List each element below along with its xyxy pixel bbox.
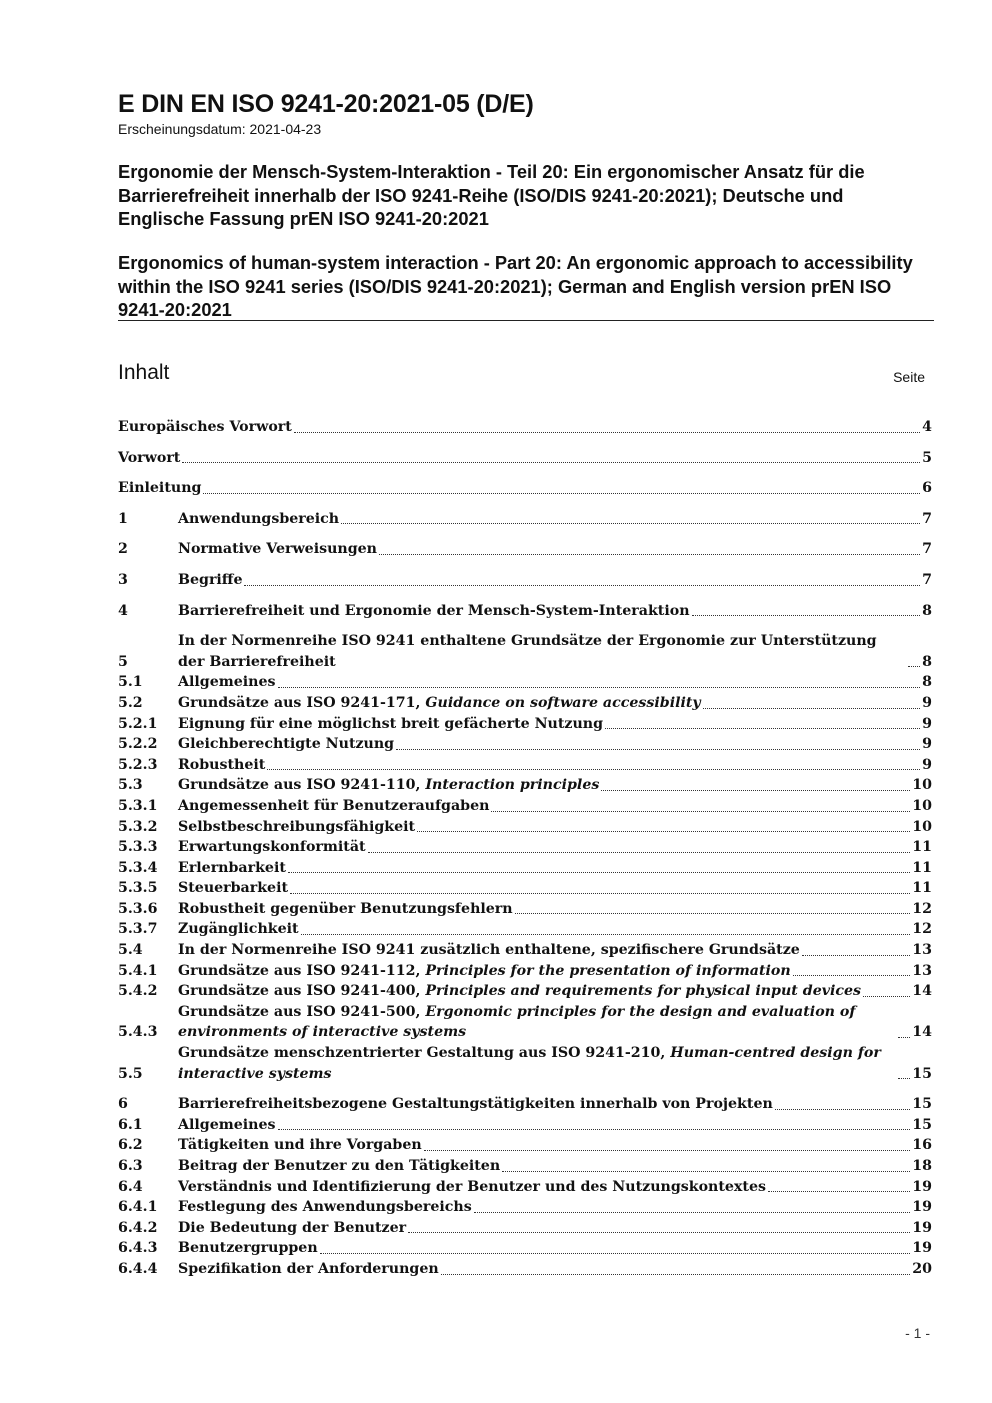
- toc-entry[interactable]: [118, 1002, 932, 1043]
- toc-entry-page: 7: [922, 541, 932, 558]
- toc-entry-title-text: Erlernbarkeit: [178, 859, 286, 876]
- toc-entry-number: 5.2.1: [118, 715, 158, 732]
- toc-entry-page: 9: [922, 694, 932, 711]
- toc-entry[interactable]: [118, 714, 932, 735]
- toc-entry[interactable]: [118, 775, 932, 796]
- toc-entry-title: [178, 672, 276, 693]
- toc-entry-title-text: Tätigkeiten und ihre Vorgaben: [178, 1137, 422, 1154]
- toc-entry[interactable]: [118, 858, 932, 879]
- toc-entry-title-text: Grundsätze aus ISO 9241-171,: [178, 694, 426, 711]
- toc-entry[interactable]: [118, 734, 932, 755]
- document-code: E DIN EN ISO 9241-20:2021-05 (D/E): [118, 90, 534, 118]
- toc-entry-number: 5: [118, 653, 128, 670]
- toc-entry[interactable]: [118, 1135, 932, 1156]
- toc-entry-page: 8: [922, 674, 932, 691]
- toc-entry-page: 5: [922, 449, 932, 466]
- toc-entry-title-row: [178, 961, 932, 982]
- toc-entry-title-text: Die Bedeutung der Benutzer: [178, 1219, 407, 1236]
- toc-entry-number: 5.3.1: [118, 797, 158, 814]
- toc-entry-title: [178, 1043, 896, 1084]
- publication-date: Erscheinungsdatum: 2021-04-23: [118, 121, 322, 137]
- toc-entry-title-text: Allgemeines: [178, 674, 276, 691]
- toc-entry-title-row: [178, 734, 932, 755]
- page-number: - 1 -: [905, 1325, 930, 1341]
- toc-entry-number: 6.4.4: [118, 1260, 158, 1277]
- toc-entry[interactable]: [118, 796, 932, 817]
- toc-entry-number: 5.3.2: [118, 818, 158, 835]
- toc-entry-title-italic: Principles and requirements for physical input devices: [425, 983, 862, 1000]
- toc-entry-title-row: [178, 837, 932, 858]
- toc-entry-title-row: [178, 755, 932, 776]
- toc-entry-title-row: [178, 1259, 932, 1280]
- toc-dot-leader: [793, 975, 911, 976]
- toc-entry-title-row: [178, 1094, 932, 1115]
- toc-entry-title: [178, 919, 299, 940]
- toc-entry-page: 19: [912, 1219, 932, 1236]
- toc-entry-title-italic: Guidance on software accessibility: [425, 694, 701, 711]
- toc-entry-title-text: Normative Verweisungen: [178, 541, 377, 558]
- toc-entry-title-row: [178, 1197, 932, 1218]
- toc-entry-title-row: [178, 672, 932, 693]
- toc-entry[interactable]: [118, 1156, 932, 1177]
- toc-entry-title-row: [178, 1238, 932, 1259]
- toc-entry-title-row: [178, 899, 932, 920]
- toc-entry-number: 6.4: [118, 1178, 143, 1195]
- toc-entry-title: [178, 961, 791, 982]
- toc-entry-title: [178, 981, 861, 1002]
- toc-entry-title-row: [178, 858, 932, 879]
- toc-entry-title: [178, 940, 800, 961]
- toc-entry-title: [178, 1197, 472, 1218]
- toc-entry[interactable]: [118, 693, 932, 714]
- toc-entry-page: 12: [912, 921, 932, 938]
- toc-dot-leader: [182, 462, 920, 463]
- toc-entry-title: [178, 1238, 318, 1259]
- toc-entry-title-row: [178, 539, 932, 560]
- toc-entry-page: 4: [922, 419, 932, 435]
- toc-entry-number: 6.4.2: [118, 1219, 158, 1236]
- toc-dot-leader: [898, 1078, 910, 1079]
- toc-entry-title: [118, 448, 180, 469]
- toc-entry-title: [178, 858, 286, 879]
- toc-entry-title-text: Anwendungsbereich: [178, 510, 340, 527]
- toc-entry[interactable]: [118, 878, 932, 899]
- toc-entry-number: 6.3: [118, 1158, 143, 1174]
- toc-entry[interactable]: [118, 1238, 932, 1259]
- toc-entry-title-text: Grundsätze aus ISO 9241-400,: [178, 983, 426, 1000]
- toc-dot-leader: [768, 1191, 910, 1192]
- toc-entry-page: 11: [912, 880, 932, 897]
- toc-entry-title-row: [178, 775, 932, 796]
- toc-entry-title-row: [118, 448, 932, 469]
- toc-entry[interactable]: [118, 672, 932, 693]
- toc-dot-leader: [908, 666, 920, 667]
- toc-dot-leader: [775, 1109, 910, 1110]
- toc-entry-title: [118, 417, 292, 438]
- toc-entry-title-text: Begriffe: [178, 571, 243, 588]
- toc-dot-leader: [396, 749, 920, 750]
- toc-entry-title-text: Festlegung des Anwendungsbereichs: [178, 1199, 472, 1216]
- toc-entry-title: [178, 539, 377, 560]
- toc-entry-page: 15: [912, 1065, 932, 1082]
- toc-entry-title: [178, 1094, 773, 1115]
- toc-dot-leader: [294, 432, 920, 433]
- toc-dot-leader: [515, 913, 911, 914]
- toc-entry-title-row: [178, 714, 932, 735]
- toc-entry-title: [178, 601, 690, 622]
- toc-entry-page: 16: [912, 1137, 932, 1154]
- toc-entry-page: 7: [922, 510, 932, 527]
- toc-entry-title: [178, 837, 366, 858]
- toc-entry-title-row: [178, 1002, 932, 1043]
- toc-dot-leader: [424, 1150, 911, 1151]
- toc-entry-number: 6: [118, 1096, 128, 1113]
- toc-entry-number: 5.3: [118, 777, 143, 794]
- toc-entry-title-text: Barrierefreiheit und Ergonomie der Mensch-System-Interaktion: [178, 602, 690, 619]
- header-divider: [118, 320, 934, 321]
- toc-entry-page: 19: [912, 1199, 932, 1216]
- toc-dot-leader: [601, 790, 910, 791]
- toc-entry-title-row: [178, 1115, 932, 1136]
- toc-entry-title: [178, 755, 265, 776]
- toc-entry-page: 9: [922, 715, 932, 732]
- toc-entry-page: 10: [912, 818, 932, 835]
- toc-entry-page: 10: [912, 777, 932, 794]
- toc-entry[interactable]: [118, 601, 932, 622]
- toc-entry-number: 5.3.5: [118, 880, 158, 897]
- toc-entry-title-italic: Ergonomic principles for the design and evaluation of environments of interactive systems: [178, 1003, 856, 1041]
- toc-dot-leader: [417, 831, 910, 832]
- toc-entry[interactable]: [118, 981, 932, 1002]
- toc-entry-title-text: Europäisches Vorwort: [118, 419, 292, 435]
- toc-entry[interactable]: [118, 837, 932, 858]
- toc-entry-title: [178, 734, 394, 755]
- toc-entry-page: 15: [912, 1096, 932, 1113]
- toc-entry-number: 2: [118, 541, 128, 558]
- toc-entry[interactable]: [118, 1218, 932, 1239]
- toc-dot-leader: [288, 872, 910, 873]
- toc-entry-page: 19: [912, 1240, 932, 1257]
- toc-entry-title-text: Zugänglichkeit: [178, 921, 299, 938]
- toc-dot-leader: [408, 1232, 910, 1233]
- toc-entry-title-text: Grundsätze aus ISO 9241-112,: [178, 962, 426, 979]
- toc-entry-title-text: Eignung für eine möglichst breit gefächerte Nutzung: [178, 715, 604, 732]
- toc-entry[interactable]: [118, 417, 932, 438]
- toc-entry-title-text: Grundsätze aus ISO 9241-110,: [178, 777, 426, 794]
- toc-entry[interactable]: [118, 940, 932, 961]
- toc-dot-leader: [491, 811, 910, 812]
- toc-entry-page: 8: [922, 653, 932, 670]
- toc-entry-title-text: Robustheit: [178, 756, 266, 773]
- toc-entry-title-row: [178, 509, 932, 530]
- toc-entry[interactable]: [118, 539, 932, 560]
- toc-dot-leader: [441, 1274, 911, 1275]
- toc-dot-leader: [474, 1212, 911, 1213]
- toc-entry-number: 6.2: [118, 1137, 143, 1154]
- toc-dot-leader: [605, 728, 920, 729]
- toc-entry-title: [118, 478, 201, 499]
- toc-entry-number: 6.4.1: [118, 1199, 158, 1216]
- toc-dot-leader: [244, 585, 920, 586]
- toc-entry-title-text: Grundsätze aus ISO 9241-500,: [178, 1003, 426, 1020]
- toc-entry-page: 15: [912, 1116, 932, 1133]
- toc-entry-number: 5.2.2: [118, 736, 158, 753]
- toc-entry-title-text: Verständnis und Identifizierung der Benutzer und des Nutzungskontextes: [178, 1178, 766, 1195]
- toc-entry-title-row: [178, 1043, 932, 1084]
- toc-entry-number: 6.4.3: [118, 1240, 158, 1257]
- toc-entry-page: 11: [912, 859, 932, 876]
- toc-entry[interactable]: [118, 1259, 932, 1280]
- toc-entry-title-row: [178, 601, 932, 622]
- toc-dot-leader: [278, 1129, 911, 1130]
- toc-entry-number: 5.1: [118, 674, 143, 691]
- toc-entry-title-text: Vorwort: [118, 449, 181, 466]
- toc-entry-page: 13: [912, 942, 932, 959]
- toc-entry-title-text: Gleichberechtigte Nutzung: [178, 736, 395, 753]
- toc-entry-title-row: [118, 417, 932, 438]
- toc-entry-title: [178, 1115, 276, 1136]
- toc-entry-title-text: Grundsätze menschzentrierter Gestaltung aus ISO 9241-210,: [178, 1045, 671, 1062]
- toc-dot-leader: [290, 893, 910, 894]
- toc-entry-title-text: In der Normenreihe ISO 9241 zusätzlich enthaltene, spezifischere Grundsätze: [178, 942, 800, 959]
- toc-dot-leader: [278, 687, 921, 688]
- toc-dot-leader: [692, 615, 921, 616]
- toc-entry-title-row: [178, 981, 932, 1002]
- toc-entry-page: 6: [922, 480, 932, 497]
- toc-entry-title-row: [178, 940, 932, 961]
- toc-entry[interactable]: [118, 509, 932, 530]
- toc-entry-title-row: [178, 817, 932, 838]
- toc-entry-number: 5.4.3: [118, 1024, 158, 1041]
- toc-dot-leader: [863, 996, 910, 997]
- toc-entry-number: 5.5: [118, 1065, 143, 1082]
- toc-entry-number: 4: [118, 602, 128, 619]
- toc-entry-title-text: Erwartungskonformität: [178, 839, 366, 856]
- toc-entry-title: [178, 693, 701, 714]
- toc-entry-title: [178, 1135, 422, 1156]
- toc-entry-title: [178, 775, 599, 796]
- toc-entry-title-row: [178, 796, 932, 817]
- toc-entry-number: 5.3.6: [118, 900, 158, 917]
- toc-entry-title: [178, 1002, 896, 1043]
- toc-entry-page: 20: [912, 1260, 932, 1277]
- toc-entry[interactable]: [118, 1094, 932, 1115]
- toc-entry-title-row: [178, 693, 932, 714]
- toc-entry[interactable]: [118, 448, 932, 469]
- toc-entry-page: 14: [912, 1024, 932, 1041]
- toc-entry-page: 7: [922, 571, 932, 588]
- toc-entry[interactable]: [118, 919, 932, 940]
- toc-heading: Inhalt: [118, 361, 170, 384]
- toc-entry-number: 5.4: [118, 942, 143, 959]
- title-german: Ergonomie der Mensch-System-Interaktion - Teil 20: Ein ergonomischer Ansatz für die Barrierefreiheit innerhalb der ISO 9241-Reihe (ISO/DIS 9241-20:2021); Deutsche und Englische Fassung prEN ISO 9241-20:2021: [118, 161, 865, 229]
- toc-entry-title: [178, 1218, 406, 1239]
- toc-entry[interactable]: [118, 755, 932, 776]
- toc-entry-number: 5.3.4: [118, 859, 158, 876]
- toc-entry-title-row: [178, 919, 932, 940]
- table-of-contents: [118, 417, 932, 1280]
- toc-entry-title: [178, 509, 339, 530]
- toc-entry-title: [178, 899, 513, 920]
- toc-entry-number: 1: [118, 510, 128, 527]
- toc-entry-title-row: [178, 1156, 932, 1177]
- toc-entry-title-row: [178, 1177, 932, 1198]
- toc-entry-title-italic: Principles for the presentation of information: [425, 962, 791, 979]
- toc-dot-leader: [301, 934, 911, 935]
- toc-entry-number: 5.4.2: [118, 983, 158, 1000]
- toc-entry[interactable]: [118, 817, 932, 838]
- toc-entry-page: 9: [922, 756, 932, 773]
- toc-entry-title: [178, 631, 906, 672]
- toc-entry-title-text: Robustheit gegenüber Benutzungsfehlern: [178, 900, 513, 917]
- toc-entry-page: 11: [912, 839, 932, 856]
- toc-entry[interactable]: [118, 570, 932, 591]
- toc-dot-leader: [802, 955, 910, 956]
- toc-entry[interactable]: [118, 1043, 932, 1084]
- toc-entry-title-text: Barrierefreiheitsbezogene Gestaltungstätigkeiten innerhalb von Projekten: [178, 1096, 773, 1113]
- toc-entry-title-text: Spezifikation der Anforderungen: [178, 1260, 439, 1277]
- toc-entry-page: 10: [912, 797, 932, 814]
- title-english: Ergonomics of human-system interaction - Part 20: An ergonomic approach to accessibility within the ISO 9241 series (ISO/DIS 9241-20:2021); German and English version prEN ISO 9241-20:2021: [118, 252, 913, 320]
- toc-entry-title-row: [178, 878, 932, 899]
- toc-entry[interactable]: [118, 1177, 932, 1198]
- toc-entry-number: 3: [118, 571, 128, 588]
- toc-entry-page: 19: [912, 1178, 932, 1195]
- toc-entry-title-row: [178, 570, 932, 591]
- toc-entry-title-text: Angemessenheit für Benutzeraufgaben: [178, 797, 490, 814]
- toc-entry-number: 5.4.1: [118, 962, 158, 979]
- toc-dot-leader: [368, 852, 911, 853]
- toc-entry-number: 5.2: [118, 694, 143, 711]
- toc-entry-title-text: Selbstbeschreibungsfähigkeit: [178, 818, 416, 835]
- toc-entry-title-row: [118, 478, 932, 499]
- toc-entry-title: [178, 1156, 500, 1177]
- toc-entry-title-text: Einleitung: [118, 480, 202, 497]
- toc-entry[interactable]: [118, 478, 932, 499]
- toc-entry-title-text: Benutzergruppen: [178, 1240, 318, 1257]
- toc-entry[interactable]: [118, 961, 932, 982]
- toc-dot-leader: [703, 708, 920, 709]
- toc-entry-title: [178, 570, 242, 591]
- toc-entry-title-italic: Interaction principles: [425, 777, 600, 794]
- toc-dot-leader: [320, 1253, 911, 1254]
- toc-entry-title: [178, 796, 489, 817]
- toc-dot-leader: [267, 769, 920, 770]
- toc-entry-title-row: [178, 631, 932, 672]
- toc-entry[interactable]: [118, 1197, 932, 1218]
- toc-entry[interactable]: [118, 1115, 932, 1136]
- toc-entry-title-text: Beitrag der Benutzer zu den Tätigkeiten: [178, 1158, 501, 1174]
- toc-entry-page: 14: [912, 983, 932, 1000]
- toc-entry-title-text: Steuerbarkeit: [178, 880, 289, 897]
- toc-entry-page: 9: [922, 736, 932, 753]
- toc-entry-number: 5.3.3: [118, 839, 158, 856]
- toc-entry-title-text: Allgemeines: [178, 1116, 276, 1133]
- toc-entry[interactable]: [118, 899, 932, 920]
- toc-dot-leader: [341, 523, 920, 524]
- toc-entry-page: 18: [912, 1158, 932, 1174]
- toc-dot-leader: [502, 1171, 910, 1172]
- toc-entry-number: 5.3.7: [118, 921, 158, 938]
- toc-entry-title: [178, 1259, 439, 1280]
- toc-entry-title-row: [178, 1218, 932, 1239]
- toc-entry-page: 8: [922, 602, 932, 619]
- toc-dot-leader: [898, 1037, 910, 1038]
- toc-dot-leader: [203, 493, 920, 494]
- toc-entry-title: [178, 878, 288, 899]
- toc-page-column-label: Seite: [893, 369, 925, 385]
- toc-dot-leader: [379, 554, 920, 555]
- toc-entry-title-text: In der Normenreihe ISO 9241 enthaltene Grundsätze der Ergonomie zur Unterstützung der Barrierefreiheit: [178, 633, 877, 670]
- toc-entry-page: 13: [912, 962, 932, 979]
- toc-entry-number: 6.1: [118, 1116, 143, 1133]
- toc-entry-title: [178, 817, 415, 838]
- toc-entry-title: [178, 1177, 766, 1198]
- toc-entry-number: 5.2.3: [118, 756, 158, 773]
- toc-entry-page: 12: [912, 900, 932, 917]
- toc-entry[interactable]: [118, 631, 932, 672]
- toc-entry-title-italic: Human-centred design for interactive systems: [178, 1045, 881, 1082]
- toc-entry-title-row: [178, 1135, 932, 1156]
- toc-entry-title: [178, 714, 603, 735]
